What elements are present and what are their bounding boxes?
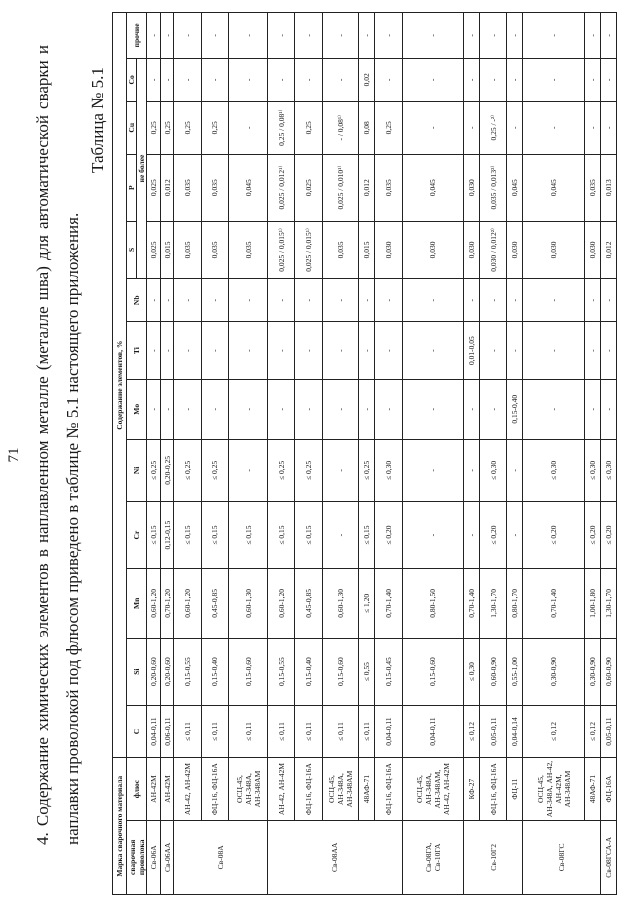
cell-co: -: [523, 58, 585, 101]
cell-ti: -: [585, 322, 601, 380]
cell-cr: ≤ 0,20: [375, 502, 402, 569]
cell-co: -: [375, 58, 402, 101]
cell-nb: -: [229, 279, 268, 322]
cell-c: ≤ 0,11: [322, 705, 359, 758]
cell-cr: ≤ 0,20: [480, 502, 507, 569]
header-co: Co: [127, 58, 137, 101]
cell-mn: 1,00-1,80: [585, 569, 601, 638]
cell-cu: 0,25: [375, 101, 402, 154]
header-si: Si: [127, 638, 147, 705]
cell-nb: -: [174, 279, 201, 322]
wire-grade-line: Св-10Г2: [488, 844, 498, 871]
cell-co: -: [295, 58, 322, 101]
cell-s: 0,035: [201, 221, 228, 279]
cell-cr: ≤ 0,15: [147, 502, 161, 569]
cell-cr: ≤ 0,15: [201, 502, 228, 569]
cell-p: 0,045: [523, 154, 585, 221]
cell-si: 0,15-0,40: [295, 638, 322, 705]
cell-mo: -: [523, 379, 585, 439]
cell-ti: -: [359, 322, 375, 380]
cell-cu: -: [585, 101, 601, 154]
cell-si: 0,60-0,90: [480, 638, 507, 705]
cell-p: 0,025: [295, 154, 322, 221]
heading-line-2: наплавки проволокой под флюсом приведено в таблице № 5.1 настоящего приложения.: [63, 212, 82, 845]
cell-ti: -: [174, 322, 201, 380]
cell-ti: -: [160, 322, 174, 380]
cell-ni: ≤ 0,25: [147, 439, 161, 501]
cell-s: 0,035: [322, 221, 359, 279]
cell-other: -: [585, 13, 601, 59]
cell-other: -: [267, 13, 294, 59]
cell-nb: -: [160, 279, 174, 322]
cell-other: -: [359, 13, 375, 59]
cell-other: -: [201, 13, 228, 59]
cell-c: ≤ 0,11: [201, 705, 228, 758]
cell-ti: -: [267, 322, 294, 380]
cell-other: -: [480, 13, 507, 59]
cell-cu: 0,25 / -²⁾: [480, 101, 507, 154]
cell-nb: -: [600, 279, 616, 322]
cell-cu: 0,25: [201, 101, 228, 154]
cell-si: ≤ 0,55: [359, 638, 375, 705]
cell-ti: -: [295, 322, 322, 380]
cell-other: -: [375, 13, 402, 59]
cell-flux: КФ-27: [464, 758, 480, 820]
cell-p: 0,035: [174, 154, 201, 221]
cell-ni: -: [402, 439, 464, 501]
cell-si: 0,15-0,60: [229, 638, 268, 705]
cell-nb: -: [359, 279, 375, 322]
cell-mn: 0,60-1,20: [147, 569, 161, 638]
wire-grade-line: Св-08ГСА-А: [603, 836, 613, 878]
header-ni: Ni: [127, 439, 147, 501]
cell-ti: -: [600, 322, 616, 380]
cell-mo: -: [375, 379, 402, 439]
cell-si: 0,15-0,60: [402, 638, 464, 705]
table-row: [359, 13, 375, 895]
cell-mn: 0,80-1,70: [507, 569, 523, 638]
cell-other: -: [402, 13, 464, 59]
cell-c: ≤ 0,11: [229, 705, 268, 758]
cell-co: 0,02: [359, 58, 375, 101]
cell-mo: -: [464, 379, 480, 439]
cell-mo: -: [267, 379, 294, 439]
cell-mo: -: [295, 379, 322, 439]
cell-si: 0,20-0,60: [147, 638, 161, 705]
cell-p: 0,025 / 0,012¹⁾: [267, 154, 294, 221]
cell-s: 0,025: [147, 221, 161, 279]
cell-wire-grade: [464, 820, 523, 894]
cell-nb: -: [267, 279, 294, 322]
header-p: P: [127, 154, 137, 221]
cell-nb: -: [523, 279, 585, 322]
cell-mn: 0,45-0,85: [295, 569, 322, 638]
cell-cr: ≤ 0,15: [229, 502, 268, 569]
cell-flux: ФЦ-16, ФЦ-16А: [201, 758, 228, 820]
cell-cu: 0,25: [174, 101, 201, 154]
table-row: [480, 13, 507, 895]
section-heading: [28, 45, 88, 845]
cell-s: 0,015: [359, 221, 375, 279]
cell-c: 0,04-0,11: [402, 705, 464, 758]
cell-cu: - / 0,08¹⁾: [322, 101, 359, 154]
cell-p: 0,045: [402, 154, 464, 221]
wire-grade-line: Св-06А: [148, 845, 158, 870]
cell-mo: -: [174, 379, 201, 439]
cell-ni: ≤ 0,30: [523, 439, 585, 501]
cell-nb: -: [585, 279, 601, 322]
cell-ti: -: [147, 322, 161, 380]
cell-si: 0,15-0,55: [174, 638, 201, 705]
cell-c: 0,04-0,14: [507, 705, 523, 758]
cell-p: 0,045: [229, 154, 268, 221]
cell-nb: -: [507, 279, 523, 322]
cell-nb: -: [480, 279, 507, 322]
wire-grade-line: Св-06АА: [162, 842, 172, 873]
cell-p: 0,030: [464, 154, 480, 221]
cell-other: -: [174, 13, 201, 59]
cell-cu: -: [402, 101, 464, 154]
cell-flux: ФЦ-16, ФЦ-16А: [480, 758, 507, 820]
cell-c: 0,05-0,11: [600, 705, 616, 758]
cell-s: 0,030: [507, 221, 523, 279]
cell-mn: 0,45-0,85: [201, 569, 228, 638]
cell-p: 0,012: [359, 154, 375, 221]
cell-flux: ФЦ-16, ФЦ-16А: [375, 758, 402, 820]
cell-si: 0,15-0,40: [201, 638, 228, 705]
cell-ti: -: [507, 322, 523, 380]
cell-flux: АН-42М: [147, 758, 161, 820]
cell-wire-grade: [174, 820, 268, 894]
header-c: C: [127, 705, 147, 758]
cell-flux: ОСЦ-45, АН-348А, АН-348АМ, АН-42, АН-42М: [402, 758, 464, 820]
cell-co: -: [201, 58, 228, 101]
cell-c: ≤ 0,12: [523, 705, 585, 758]
cell-mn: 0,60-1,30: [229, 569, 268, 638]
cell-si: 0,60-0,90: [600, 638, 616, 705]
cell-c: ≤ 0,11: [359, 705, 375, 758]
cell-ni: ≤ 0,25: [201, 439, 228, 501]
cell-co: -: [402, 58, 464, 101]
cell-s: 0,030: [402, 221, 464, 279]
cell-c: ≤ 0,11: [174, 705, 201, 758]
cell-mo: -: [147, 379, 161, 439]
heading-line-1: 4. Содержание химических элементов в наплавленном металле (металле шва) для автоматической сварки и: [33, 45, 52, 845]
cell-nb: -: [295, 279, 322, 322]
cell-ni: ≤ 0,30: [480, 439, 507, 501]
table-row: [267, 13, 294, 895]
cell-c: ≤ 0,11: [295, 705, 322, 758]
cell-si: 0,55-1,00: [507, 638, 523, 705]
cell-cu: 0,25: [147, 101, 161, 154]
cell-wire-grade: [267, 820, 402, 894]
table-row: [523, 13, 585, 895]
cell-other: -: [523, 13, 585, 59]
cell-mo: -: [322, 379, 359, 439]
header-nb: Nb: [127, 279, 147, 322]
cell-s: 0,025 / 0,015¹⁾: [295, 221, 322, 279]
cell-ni: 0,20-0,25: [160, 439, 174, 501]
cell-c: 0,05-0,11: [480, 705, 507, 758]
cell-co: -: [507, 58, 523, 101]
cell-c: 0,04-0,11: [375, 705, 402, 758]
cell-cu: 0,25 / 0,08¹⁾: [267, 101, 294, 154]
cell-s: 0,030: [585, 221, 601, 279]
cell-cr: ≤ 0,15: [295, 502, 322, 569]
cell-mo: -: [600, 379, 616, 439]
cell-mo: -: [359, 379, 375, 439]
cell-p: 0,035: [201, 154, 228, 221]
cell-cu: 0,25: [160, 101, 174, 154]
cell-mo: -: [585, 379, 601, 439]
cell-s: 0,025 / 0,015¹⁾: [267, 221, 294, 279]
header-mn: Mn: [127, 569, 147, 638]
cell-mn: 0,70-1,40: [375, 569, 402, 638]
cell-other: -: [229, 13, 268, 59]
cell-s: 0,015: [160, 221, 174, 279]
table-row: [295, 13, 322, 895]
cell-other: -: [147, 13, 161, 59]
cell-cu: 0,25: [295, 101, 322, 154]
cell-cu: -: [464, 101, 480, 154]
wire-grade-line: Св-08АА: [330, 842, 340, 873]
table-body: [147, 13, 617, 895]
cell-mn: 1,30-1,70: [480, 569, 507, 638]
cell-ti: -: [322, 322, 359, 380]
cell-wire-grade: [402, 820, 464, 894]
cell-mo: -: [229, 379, 268, 439]
cell-ni: -: [464, 439, 480, 501]
header-cr: Cr: [127, 502, 147, 569]
cell-p: 0,035: [585, 154, 601, 221]
cell-mn: 0,80-1,50: [402, 569, 464, 638]
cell-flux: ОСЦ-45, АН-348А, АН-348АМ: [322, 758, 359, 820]
table-row: [375, 13, 402, 895]
table-title: Таблица № 5.1: [88, 67, 107, 173]
header-flux: флюс: [127, 758, 147, 820]
table-row: [322, 13, 359, 895]
cell-cu: 0,08: [359, 101, 375, 154]
cell-ni: ≤ 0,25: [267, 439, 294, 501]
cell-co: -: [480, 58, 507, 101]
wire-grade-line: Св-08ГС: [557, 843, 567, 872]
wire-grade-line: Св-08А: [216, 845, 226, 870]
cell-other: -: [295, 13, 322, 59]
cell-cr: -: [322, 502, 359, 569]
cell-ni: -: [507, 439, 523, 501]
cell-ti: -: [229, 322, 268, 380]
cell-si: ≤ 0,30: [464, 638, 480, 705]
cell-co: -: [585, 58, 601, 101]
cell-cr: ≤ 0,20: [523, 502, 585, 569]
cell-flux: ФЦ-16А: [600, 758, 616, 820]
cell-p: 0,035 / 0,013²⁾: [480, 154, 507, 221]
cell-nb: -: [201, 279, 228, 322]
cell-flux: 48АФ-71: [585, 758, 601, 820]
cell-mn: 0,60-1,20: [267, 569, 294, 638]
header-ti: Ti: [127, 322, 147, 380]
cell-s: 0,035: [229, 221, 268, 279]
cell-ti: 0,01-0,05: [464, 322, 480, 380]
header-wire: сварочная проволока: [127, 820, 147, 894]
cell-c: ≤ 0,12: [464, 705, 480, 758]
header-other: прочие: [127, 13, 147, 59]
cell-cu: -: [229, 101, 268, 154]
cell-co: -: [464, 58, 480, 101]
wire-grade-line: Св-10ГА: [432, 843, 442, 872]
cell-co: -: [267, 58, 294, 101]
cell-flux: ФЦ-16, ФЦ-16А: [295, 758, 322, 820]
cell-ni: ≤ 0,25: [295, 439, 322, 501]
header-not-more: не более: [137, 58, 147, 278]
cell-co: -: [322, 58, 359, 101]
cell-si: 0,30-0,90: [585, 638, 601, 705]
cell-s: 0,012: [600, 221, 616, 279]
cell-cr: ≤ 0,15: [359, 502, 375, 569]
cell-nb: -: [147, 279, 161, 322]
cell-nb: -: [464, 279, 480, 322]
cell-mn: 0,70-1,40: [523, 569, 585, 638]
wire-grade-line: Св-08ГА,: [423, 842, 433, 873]
table-row: [464, 13, 480, 895]
table-row: [600, 13, 616, 895]
cell-cu: -: [507, 101, 523, 154]
cell-cu: -: [523, 101, 585, 154]
table-row: [201, 13, 228, 895]
cell-mn: 0,70-1,20: [160, 569, 174, 638]
table-row: [174, 13, 201, 895]
header-content: Содержание элементов, %: [113, 13, 127, 758]
cell-flux: АН-42, АН-42М: [267, 758, 294, 820]
cell-p: 0,012: [160, 154, 174, 221]
header-material: Марка сварочного материала: [113, 758, 127, 895]
cell-mo: -: [201, 379, 228, 439]
cell-si: 0,15-0,45: [375, 638, 402, 705]
cell-mo: -: [160, 379, 174, 439]
cell-mo: -: [402, 379, 464, 439]
cell-ti: -: [402, 322, 464, 380]
cell-ni: ≤ 0,25: [359, 439, 375, 501]
cell-c: 0,04-0,11: [147, 705, 161, 758]
cell-ti: -: [201, 322, 228, 380]
cell-flux: ОСЦ-45, АН-348А, АН-42, АН-42М, АН-348АМ: [523, 758, 585, 820]
cell-p: 0,045: [507, 154, 523, 221]
cell-cr: -: [464, 502, 480, 569]
cell-wire-grade: [160, 820, 174, 894]
header-s: S: [127, 221, 137, 279]
cell-flux: ФЦ-11: [507, 758, 523, 820]
cell-ni: -: [322, 439, 359, 501]
cell-mn: 0,60-1,20: [174, 569, 201, 638]
cell-co: -: [229, 58, 268, 101]
cell-nb: -: [402, 279, 464, 322]
cell-other: -: [322, 13, 359, 59]
table-row: [160, 13, 174, 895]
cell-flux: АН-42, АН-42М: [174, 758, 201, 820]
cell-other: -: [600, 13, 616, 59]
cell-co: -: [174, 58, 201, 101]
cell-cr: ≤ 0,15: [174, 502, 201, 569]
table-row: [402, 13, 464, 895]
cell-si: 0,20-0,60: [160, 638, 174, 705]
cell-wire-grade: [523, 820, 601, 894]
cell-p: 0,035: [375, 154, 402, 221]
cell-cr: ≤ 0,20: [585, 502, 601, 569]
cell-si: 0,30-0,90: [523, 638, 585, 705]
cell-ti: -: [480, 322, 507, 380]
cell-nb: -: [375, 279, 402, 322]
cell-cr: -: [402, 502, 464, 569]
header-mo: Mo: [127, 379, 147, 439]
cell-flux: ОСЦ-45, АН-348А, АН-348АМ: [229, 758, 268, 820]
cell-ni: -: [229, 439, 268, 501]
cell-s: 0,030: [375, 221, 402, 279]
composition-table: [112, 12, 617, 895]
cell-co: -: [147, 58, 161, 101]
cell-mo: -: [480, 379, 507, 439]
cell-mn: ≤ 1,20: [359, 569, 375, 638]
cell-other: -: [160, 13, 174, 59]
cell-wire-grade: [147, 820, 161, 894]
table-row: [507, 13, 523, 895]
cell-nb: -: [322, 279, 359, 322]
cell-cr: ≤ 0,20: [600, 502, 616, 569]
cell-s: 0,030 / 0,012²⁾: [480, 221, 507, 279]
table-row: [229, 13, 268, 895]
cell-c: 0,06-0,11: [160, 705, 174, 758]
cell-other: -: [507, 13, 523, 59]
table-row: [585, 13, 601, 895]
cell-ni: ≤ 0,30: [585, 439, 601, 501]
cell-mo: 0,15-0,40: [507, 379, 523, 439]
cell-ti: -: [375, 322, 402, 380]
cell-cr: 0,12-0,15: [160, 502, 174, 569]
cell-mn: 0,60-1,30: [322, 569, 359, 638]
cell-si: 0,15-0,60: [322, 638, 359, 705]
cell-co: -: [160, 58, 174, 101]
cell-cu: -: [600, 101, 616, 154]
cell-s: 0,030: [464, 221, 480, 279]
cell-si: 0,15-0,55: [267, 638, 294, 705]
cell-mn: 0,70-1,40: [464, 569, 480, 638]
cell-ni: ≤ 0,30: [375, 439, 402, 501]
cell-flux: 48АФ-71: [359, 758, 375, 820]
table-row: [147, 13, 161, 895]
cell-cr: ≤ 0,15: [267, 502, 294, 569]
page-number: 71: [6, 447, 22, 463]
cell-wire-grade: [600, 820, 616, 894]
cell-p: 0,025 / 0,010¹⁾: [322, 154, 359, 221]
cell-c: ≤ 0,12: [585, 705, 601, 758]
cell-c: ≤ 0,11: [267, 705, 294, 758]
cell-ni: ≤ 0,25: [174, 439, 201, 501]
cell-co: -: [600, 58, 616, 101]
header-cu: Cu: [127, 101, 137, 154]
cell-s: 0,030: [523, 221, 585, 279]
cell-ni: ≤ 0,30: [600, 439, 616, 501]
cell-flux: АН-42М: [160, 758, 174, 820]
cell-p: 0,013: [600, 154, 616, 221]
cell-other: -: [464, 13, 480, 59]
cell-mn: 1,30-1,70: [600, 569, 616, 638]
cell-p: 0,025: [147, 154, 161, 221]
cell-ti: -: [523, 322, 585, 380]
cell-cr: -: [507, 502, 523, 569]
cell-s: 0,035: [174, 221, 201, 279]
